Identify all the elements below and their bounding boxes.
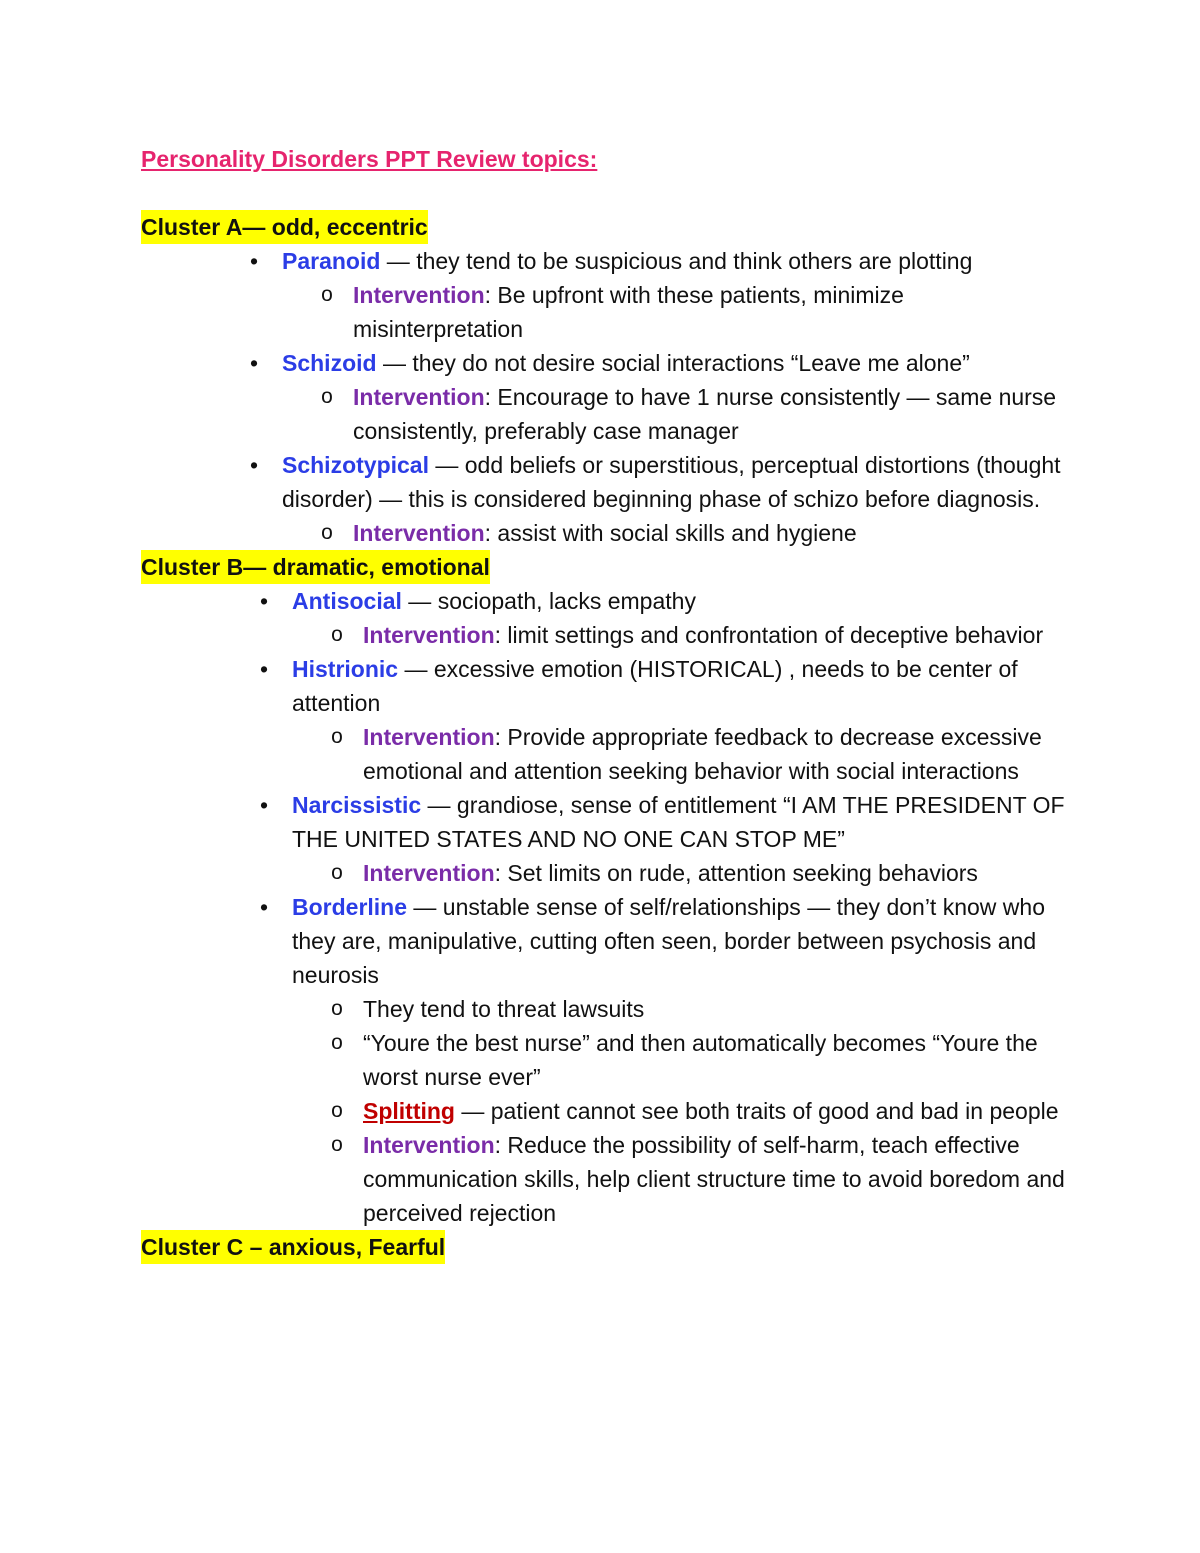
splitting-text: — patient cannot see both traits of good and bad in people — [454, 1098, 1059, 1124]
circle-bullet-icon: o — [321, 521, 333, 544]
sub-item-intervention — [141, 856, 1071, 890]
intervention-label: Intervention — [353, 520, 485, 546]
circle-bullet-icon: o — [331, 623, 343, 646]
sub-item-intervention — [141, 1128, 1071, 1230]
disorder-term: Borderline — [292, 894, 408, 920]
list-item-antisocial — [141, 584, 1071, 618]
bullet-icon: • — [259, 894, 269, 920]
bullet-icon: • — [259, 588, 269, 614]
disorder-description: — grandiose, sense of entitlement “I AM THE PRESIDENT OF THE UNITED STATES AND NO ONE CAN STOP ME” — [292, 792, 1065, 852]
bullet-icon: • — [249, 452, 259, 478]
document-body — [141, 142, 1071, 1264]
disorder-term: Narcissistic — [292, 792, 422, 818]
bullet-icon: • — [249, 248, 259, 274]
list-item-schizotypical — [141, 448, 1071, 516]
disorder-description: — they do not desire social interactions “Leave me alone” — [376, 350, 970, 376]
disorder-term: Schizoid — [282, 350, 377, 376]
circle-bullet-icon: o — [321, 385, 333, 408]
disorder-description: — unstable sense of self/relationships — they don’t know who they are, manipulative, cutting often seen, border between psychosis and neurosis — [292, 894, 1045, 988]
intervention-text: : Set limits on rude, attention seeking behaviors — [494, 860, 978, 886]
circle-bullet-icon: o — [331, 1031, 343, 1054]
sub-item-intervention — [141, 278, 1071, 346]
intervention-text: : assist with social skills and hygiene — [484, 520, 857, 546]
circle-bullet-icon: o — [321, 283, 333, 306]
bullet-icon: • — [249, 350, 259, 376]
intervention-label: Intervention — [363, 860, 495, 886]
disorder-description: — they tend to be suspicious and think others are plotting — [380, 248, 973, 274]
intervention-label: Intervention — [353, 384, 485, 410]
intervention-text: : Provide appropriate feedback to decrease excessive emotional and attention seeking behavior with social interactions — [363, 724, 1042, 784]
list-item-borderline — [141, 890, 1071, 992]
cluster-a-heading: Cluster A— odd, eccentric — [141, 210, 428, 244]
intervention-text: : Encourage to have 1 nurse consistently — same nurse consistently, preferably case manager — [353, 384, 1057, 444]
splitting-label: Splitting — [363, 1098, 455, 1124]
intervention-label: Intervention — [363, 1132, 495, 1158]
disorder-description: — sociopath, lacks empathy — [401, 588, 696, 614]
sub-item-intervention — [141, 618, 1071, 652]
circle-bullet-icon: o — [331, 1099, 343, 1122]
cluster-b-heading: Cluster B— dramatic, emotional — [141, 550, 490, 584]
disorder-term: Histrionic — [292, 656, 399, 682]
disorder-term: Antisocial — [292, 588, 402, 614]
document-title: Personality Disorders PPT Review topics: — [141, 146, 598, 172]
note-text: “Youre the best nurse” and then automatically becomes “Youre the worst nurse ever” — [363, 1030, 1038, 1090]
disorder-term: Schizotypical — [282, 452, 429, 478]
cluster-a-list — [141, 244, 1071, 550]
circle-bullet-icon: o — [331, 1133, 343, 1156]
sub-item-intervention — [141, 516, 1071, 550]
intervention-text: : Reduce the possibility of self-harm, teach effective communication skills, help client structure time to avoid boredom and perceived rejection — [363, 1132, 1065, 1226]
list-item-paranoid — [141, 244, 1071, 278]
intervention-text: : limit settings and confrontation of deceptive behavior — [494, 622, 1044, 648]
note-text: They tend to threat lawsuits — [363, 996, 645, 1022]
sub-item-note — [141, 1026, 1071, 1094]
intervention-text: : Be upfront with these patients, minimize misinterpretation — [353, 282, 904, 342]
cluster-c-heading: Cluster C – anxious, Fearful — [141, 1230, 445, 1264]
list-item-narcissistic — [141, 788, 1071, 856]
intervention-label: Intervention — [363, 724, 495, 750]
disorder-description: — excessive emotion (HISTORICAL) , needs to be center of attention — [292, 656, 1018, 716]
disorder-description: — odd beliefs or superstitious, perceptual distortions (thought disorder) — this is considered beginning phase of schizo before diagnosis. — [282, 452, 1061, 512]
sub-item-intervention — [141, 380, 1071, 448]
sub-item-intervention — [141, 720, 1071, 788]
sub-item-splitting — [141, 1094, 1071, 1128]
circle-bullet-icon: o — [331, 725, 343, 748]
circle-bullet-icon: o — [331, 997, 343, 1020]
bullet-icon: • — [259, 656, 269, 682]
sub-item-note — [141, 992, 1071, 1026]
intervention-label: Intervention — [353, 282, 485, 308]
list-item-histrionic — [141, 652, 1071, 720]
disorder-term: Paranoid — [282, 248, 381, 274]
intervention-label: Intervention — [363, 622, 495, 648]
bullet-icon: • — [259, 792, 269, 818]
list-item-schizoid — [141, 346, 1071, 380]
cluster-b-list — [141, 584, 1071, 1230]
circle-bullet-icon: o — [331, 861, 343, 884]
